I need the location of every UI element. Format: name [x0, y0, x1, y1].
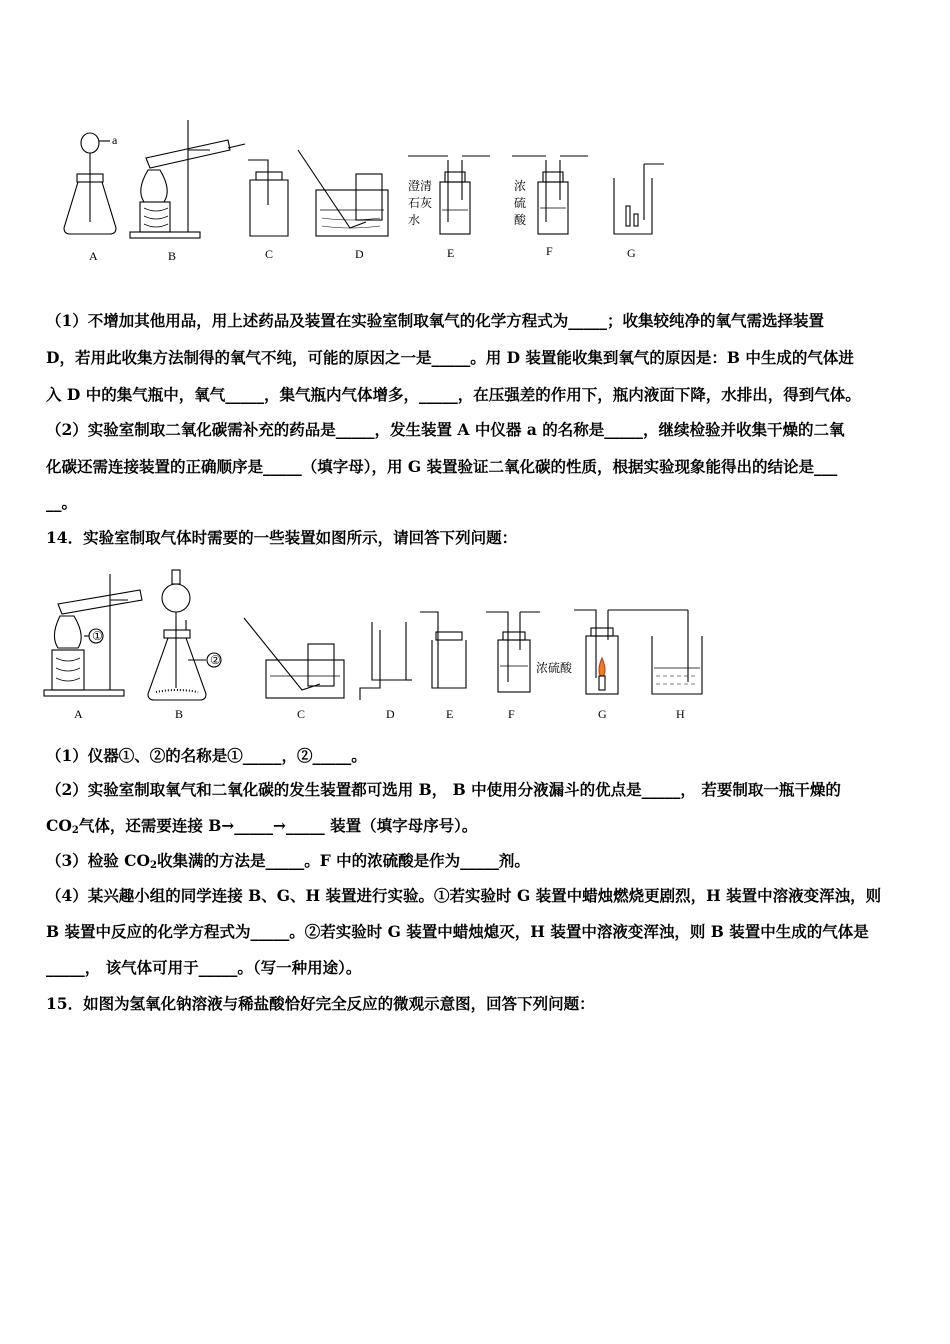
fig2-label-D: D: [386, 707, 395, 721]
label-f-line2: 硫: [514, 196, 527, 210]
q13-part1-line1: （1）不增加其他用品，用上述药品及装置在实验室制取氧气的化学方程式为_____；收集较纯净的氧气需选择装置: [46, 311, 825, 330]
apparatus-1-A: [64, 133, 118, 234]
apparatus-1-G: [614, 164, 664, 234]
fig1-label-E: E: [447, 246, 455, 260]
fig2-label-G: G: [598, 707, 607, 721]
apparatus-1-E: [408, 156, 490, 234]
mark-2: ②: [210, 653, 221, 667]
q14-part2-line2: $CO_2$气体，还需要连接 B→_____→_____ 装置（填字母序号）。: [46, 816, 478, 836]
figure2-labels: [74, 707, 685, 721]
q13-part2-line2: 化碳还需连接装置的正确顺序是_____（填字母），用 G 装置验证二氧化碳的性质，根据实验现象能得出的结论是___: [46, 457, 838, 476]
apparatus-2-A: [44, 574, 142, 696]
fig1-label-F: F: [546, 244, 553, 258]
fig2-label-E: E: [446, 707, 454, 721]
apparatus-1-F: [512, 156, 588, 234]
q14-stem: 14．实验室制取气体时需要的一些装置如图所示，请回答下列问题：: [46, 528, 518, 547]
q13-part2-line1: （2）实验室制取二氧化碳需补充的药品是_____，发生装置 A 中仪器 a 的名称是_____，继续检验并收集干燥的二氧: [46, 420, 845, 439]
label-f-line1: 浓: [514, 179, 527, 193]
label-f-line3: 酸: [514, 213, 527, 227]
apparatus-2-G: [574, 610, 640, 694]
label-f-acid: 浓硫酸: [536, 661, 573, 675]
q14-part4-line2: B 装置中反应的化学方程式为_____。②若实验时 G 装置中蜡烛熄灭，H 装置中溶液变浑浊，则 B 装置中生成的气体是: [46, 922, 869, 941]
apparatus-2-C: [244, 618, 344, 698]
apparatus-1-B: [130, 120, 245, 238]
fig1-label-G: G: [627, 246, 636, 260]
apparatus-2-E: [420, 612, 466, 688]
apparatus-2-D: [360, 622, 412, 700]
q13-part1-line3: 入 D 中的集气瓶中，氧气_____，集气瓶内气体增多，_____，在压强差的作用下，瓶内液面下降，水排出，得到气体。: [46, 385, 861, 404]
fig1-label-A: A: [89, 249, 98, 263]
q13-part2-line3: __。: [46, 493, 78, 512]
fig1-label-D: D: [355, 247, 364, 261]
fig1-label-C: C: [265, 247, 274, 261]
apparatus-2-H: [640, 610, 702, 694]
fig2-label-A: A: [74, 707, 83, 721]
label-e-line2: 石灰: [408, 196, 433, 210]
mark-1: ①: [92, 629, 103, 643]
fig2-label-F: F: [508, 707, 515, 721]
q13-part1-line2: D，若用此收集方法制得的氧气不纯，可能的原因之一是_____。用 D 装置能收集到氧气的原因是：B 中生成的气体进: [46, 348, 854, 367]
apparatus-2-F: [486, 612, 573, 692]
figure1-labels: [89, 244, 636, 263]
q14-part4-line3: _____， 该气体可用于_____。（写一种用途）。: [46, 958, 362, 977]
fig1-label-B: B: [168, 249, 177, 263]
apparatus-1-D: [298, 150, 388, 236]
apparatus-1-C: [248, 160, 288, 236]
q14-part4-line1: （4）某兴趣小组的同学连接 B、G、H 装置进行实验。①若实验时 G 装置中蜡烛燃烧更剧烈，H 装置中溶液变浑浊，则: [46, 886, 882, 905]
apparatus-figure-1: [60, 110, 680, 270]
q15-stem: 15．如图为氢氧化钠溶液与稀盐酸恰好完全反应的微观示意图，回答下列问题：: [46, 994, 595, 1013]
apparatus-2-B: [148, 570, 221, 700]
label-e-line1: 澄清: [408, 179, 433, 193]
q14-part2-line1: （2）实验室制取氧气和二氧化碳的发生装置都可选用 B， B 中使用分液漏斗的优点是_____， 若要制取一瓶干燥的: [46, 780, 841, 799]
q14-part3: （3）检验 $CO_2$收集满的方法是_____。F 中的浓硫酸是作为_____剂。: [46, 851, 530, 871]
q14-part1: （1）仪器①、②的名称是①_____，②_____。: [46, 746, 367, 765]
fig2-label-H: H: [676, 707, 685, 721]
label-e-line3: 水: [408, 213, 421, 227]
fig2-label-C: C: [297, 707, 306, 721]
label-instrument-a: a: [112, 133, 118, 147]
fig2-label-B: B: [175, 707, 184, 721]
apparatus-figure-2: [40, 560, 720, 726]
